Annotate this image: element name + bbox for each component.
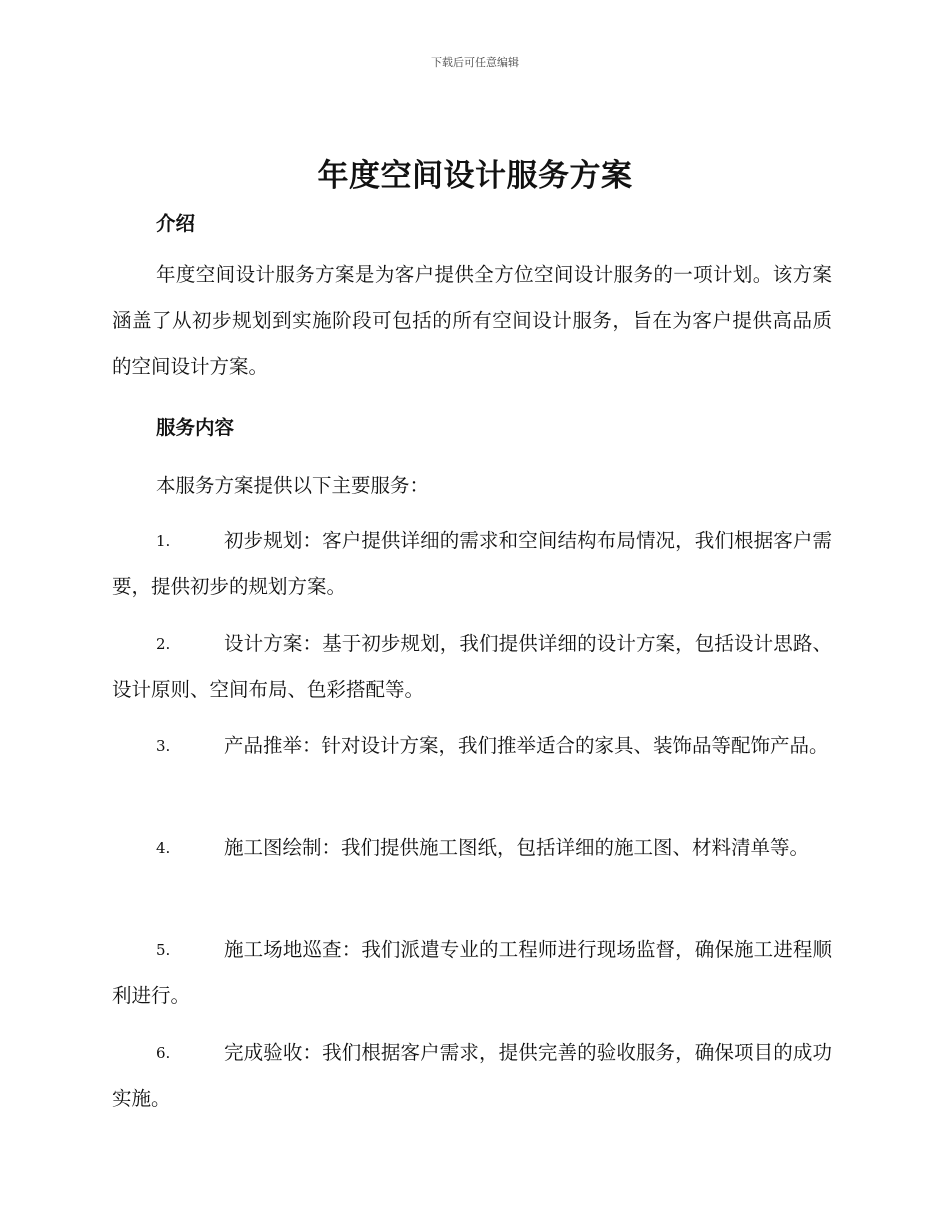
list-item-number: 4. bbox=[156, 839, 171, 857]
list-item bbox=[112, 621, 832, 713]
list-item-number: 1. bbox=[156, 532, 171, 550]
list-item-text: 初步规划：客户提供详细的需求和空间结构布局情况，我们根据客户需要，提供初步的规划方案。 bbox=[112, 529, 832, 598]
list-item bbox=[112, 927, 832, 1019]
list-item-text: 完成验收：我们根据客户需求，提供完善的验收服务，确保项目的成功实施。 bbox=[112, 1041, 832, 1110]
intro-paragraph: 年度空间设计服务方案是为客户提供全方位空间设计服务的一项计划。该方案涵盖了从初步规划到实施阶段可包括的所有空间设计服务，旨在为客户提供高品质的空间设计方案。 bbox=[112, 263, 832, 378]
list-item bbox=[112, 825, 832, 871]
list-item-number: 3. bbox=[156, 737, 171, 755]
list-item-text: 施工场地巡查：我们派遣专业的工程师进行现场监督，确保施工进程顺利进行。 bbox=[112, 938, 832, 1007]
list-item bbox=[112, 723, 832, 769]
list-item-number: 5. bbox=[156, 941, 171, 959]
header-note: 下载后可任意编辑 bbox=[431, 56, 519, 69]
list-item-text: 产品推举：针对设计方案，我们推举适合的家具、装饰品等配饰产品。 bbox=[224, 734, 829, 757]
list-item bbox=[112, 518, 832, 610]
list-item-number: 2. bbox=[156, 635, 171, 653]
intro-heading: 介绍 bbox=[156, 212, 196, 235]
services-lead: 本服务方案提供以下主要服务： bbox=[156, 474, 430, 497]
list-item-number: 6. bbox=[156, 1044, 171, 1062]
list-item bbox=[112, 1030, 832, 1122]
list-item-text: 设计方案：基于初步规划，我们提供详细的设计方案，包括设计思路、设计原则、空间布局、色彩搭配等。 bbox=[112, 632, 832, 701]
list-item-text: 施工图绘制：我们提供施工图纸，包括详细的施工图、材料清单等。 bbox=[224, 836, 810, 859]
services-heading: 服务内容 bbox=[156, 416, 235, 439]
document-title: 年度空间设计服务方案 bbox=[317, 158, 633, 194]
